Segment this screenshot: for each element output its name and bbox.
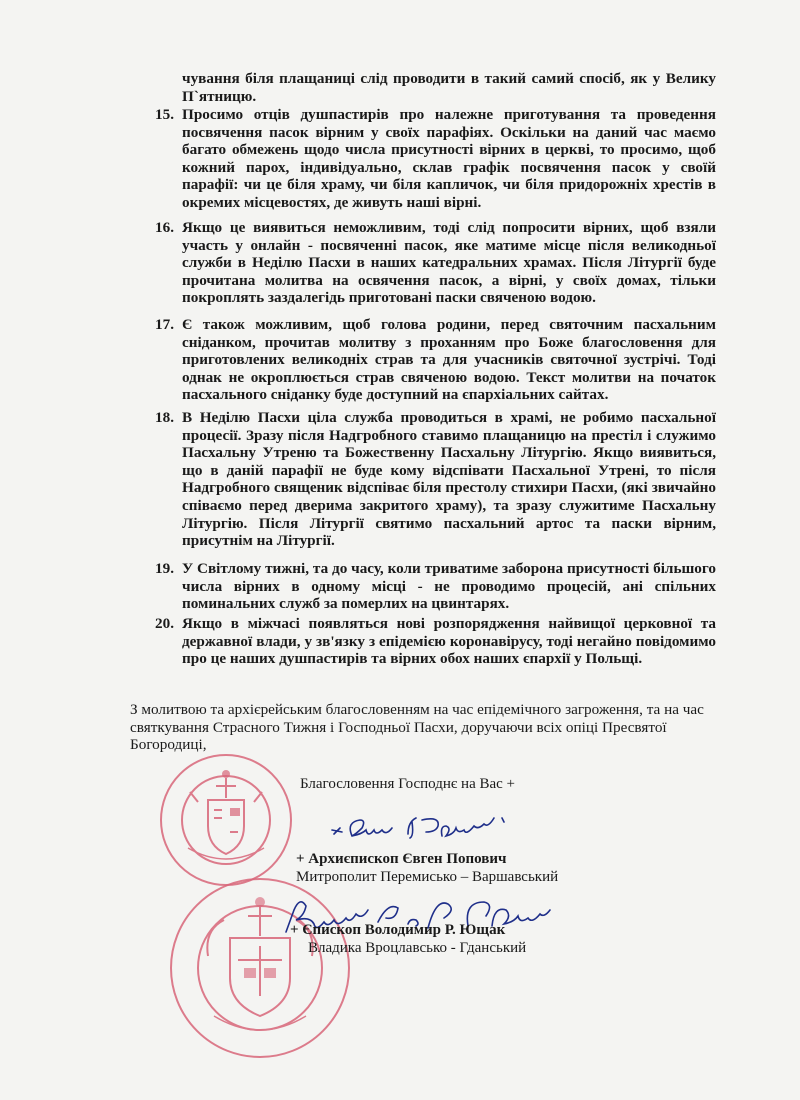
closing-paragraph: З молитвою та архієрейським благословенням на час епідемічного загроження, та на час святкування Страсного Тижня і Господньої Пасхи, доручаючи всіх опіці Пресвятої Богородиці, bbox=[130, 701, 704, 754]
item-number: 16. bbox=[155, 219, 174, 236]
continuation-paragraph: чування біля плащаниці слід проводити в такий самий спосіб, як у Велику П`ятницю. bbox=[182, 70, 716, 105]
item-text: В Неділю Пасхи ціла служба проводиться в храмі, не робимо пасхальної процесії. Зразу після Надгробного ставимо плащаницю на престіл і служимо Пасхальну Утреню та Божественну Пасхальну Літургію. Якщо виявиться, що в даній парафії не буде кому відспівати Пасхальної Утрені, то після Надгробного священик відспіває біля престолу стихири Пасхи, (які звичайно співаємо перед дверима закритого храму), та зразу служитиме Пасхальну Літургію. Після Літургії святимо пасхальний артос та паски вірним, присутнім на Літургії. bbox=[182, 409, 716, 550]
item-text: Якщо в міжчасі появляться нові розпорядження найвищої церковної та державної влади, у зв'язку з епідемією коронавірусу, тоді негайно повідомимо про це наших душпастирів та вірних обох наших єпархії у Польщі. bbox=[182, 615, 716, 668]
item-text: Є також можливим, щоб голова родини, перед святочним пасхальним сніданком, прочитав молитву з проханням про Боже благословення для приготовлених великодніх страв та для учасників святочної зустрічі. Тоді однак не окроплюється страв свяченою водою. Текст молитви на початок пасхального сніданку буде доступний на єпархіальних сайтах. bbox=[182, 316, 716, 404]
item-number: 15. bbox=[155, 106, 174, 123]
signatory-name: + Архиєпископ Євген Попович bbox=[296, 851, 507, 867]
item-text: У Світлому тижні, та до часу, коли триватиме заборона присутності більшого числа вірних в одному місці - не проводимо процесій, ані спільних поминальних служб за померлих на цвинтарях. bbox=[182, 560, 716, 613]
signatory-title: Владика Вроцлавсько - Гданський bbox=[308, 940, 527, 956]
item-number: 19. bbox=[155, 560, 174, 577]
item-text: Просимо отців душпастирів про належне приготування та проведення посвячення пасок вірним у своїх парафіях. Оскільки на даний час маємо багато обмежень щодо числа присутності вірних в церкві, то просимо, щоб кожний парох, індивідуально, склав графік посвячення пасок у своїй парафії: чи це біля храму, чи біля капличок, чи біля придорожніх хрестів в окремих місцевостях, де живуть наші вірні. bbox=[182, 106, 716, 211]
archbishop-seal-stamp bbox=[158, 752, 294, 888]
signatory-title: Митрополит Перемисько – Варшавський bbox=[296, 869, 559, 885]
blessing-line: Благословення Господнє на Вас + bbox=[300, 776, 516, 792]
item-number: 17. bbox=[155, 316, 174, 333]
item-number: 20. bbox=[155, 615, 174, 632]
signatory-name: + Єпископ Володимир Р. Ющак bbox=[290, 922, 506, 938]
item-number: 18. bbox=[155, 409, 174, 426]
archbishop-signature bbox=[330, 810, 520, 846]
item-text: Якщо це виявиться неможливим, тоді слід попросити вірних, щоб взяли участь у онлайн - посвяченні пасок, яке матиме місце після великодньої служби в Неділю Пасхи в наших катедральних храмах. Після Літургії буде прочитана молитва на освячення пасок, а вірні, у своїх домах, тільки покроплять заздалегідь приготовані паски свяченою водою. bbox=[182, 219, 716, 307]
